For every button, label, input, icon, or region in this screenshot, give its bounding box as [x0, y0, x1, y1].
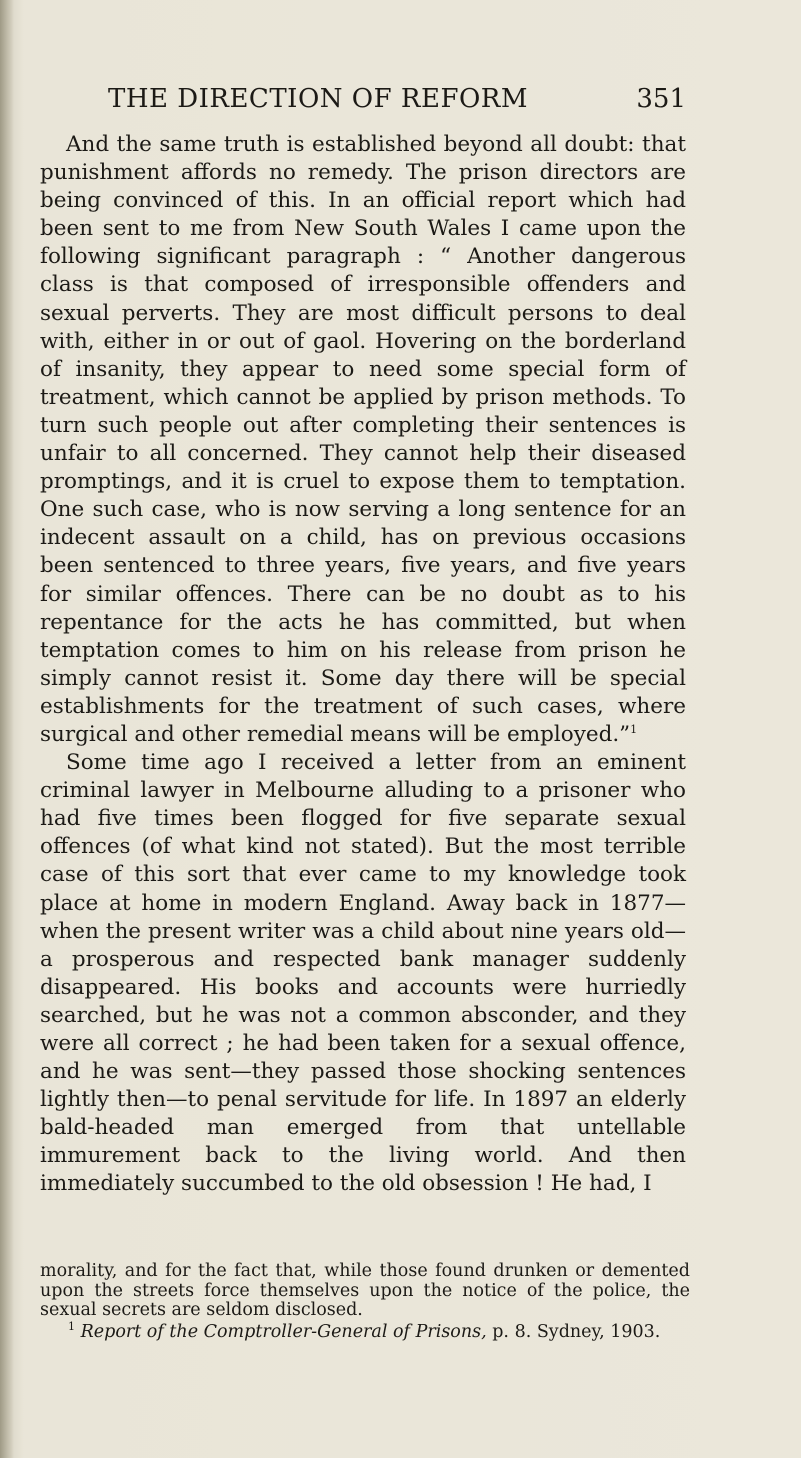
footnote-1 — [40, 1319, 690, 1343]
page-number: 351 — [636, 84, 686, 114]
footnote-1-title: Report of the Comptroller-General of Prisons, — [80, 1321, 487, 1342]
running-head — [108, 84, 686, 118]
footnote-reference-1: 1 — [630, 722, 638, 736]
page-gutter-shadow — [0, 0, 14, 1458]
paragraph-1 — [40, 131, 686, 749]
footnote-1-citation: p. 8. Sydney, 1903. — [486, 1321, 661, 1342]
footnote-continued: morality, and for the fact that, while those found drunken or demented upon the streets force themselves upon the notice of the police, the sexual secrets are seldom disclosed. — [40, 1261, 690, 1320]
body-text — [40, 131, 686, 1199]
running-head-title: THE DIRECTION OF REFORM — [108, 84, 528, 114]
paragraph-2: Some time ago I received a letter from an eminent criminal lawyer in Melbourne alluding to a prisoner who had five times been flogged for five separate sexual offences (of what kind not stated). But the most terrible case of this sort that ever came to my knowledge took place at home in modern England. Away back in 1877—when the present writer was a child about nine years old— a prosperous and respected bank manager suddenly disappeared. His books and accounts were hurriedly searched, but he was not a common absconder, and they were all correct ; he had been taken for a sexual offence, and he was sent—they passed those shocking sentences lightly then—to penal servitude for life. In 1897 an elderly bald-headed man emerged from that untellable immurement back to the living world. And then immediately succumbed to the old obsession ! He had, I — [40, 750, 686, 1197]
footnote-1-mark: 1 — [68, 1319, 75, 1333]
paragraph-1-text: And the same truth is established beyond all doubt: that punishment affords no remedy. The prison directors are being convinced of this. In an official report which had been sent to me from New South Wales I came upon the following significant paragraph : “ Another dangerous class is that composed of irresponsible offenders and sexual perverts. They are most difficult persons to deal with, either in or out of gaol. Hovering on the borderland of insanity, they appear to need some special form of treatment, which cannot be applied by prison methods. To turn such people out after completing their sentences is unfair to all concerned. They cannot help their diseased promptings, and it is cruel to expose them to temptation. One such case, who is now serving a long sentence for an indecent assault on a child, has on previous occasions been sentenced to three years, five years, and five years for similar offences. There can be no doubt as to his repentance for the acts he has committed, but when temptation comes to him on his release from prison he simply cannot resist it. Some day there will be special establishments for the treatment of such cases, where surgical and other remedial means will be employed.” — [40, 132, 686, 747]
footnotes — [40, 1262, 690, 1342]
